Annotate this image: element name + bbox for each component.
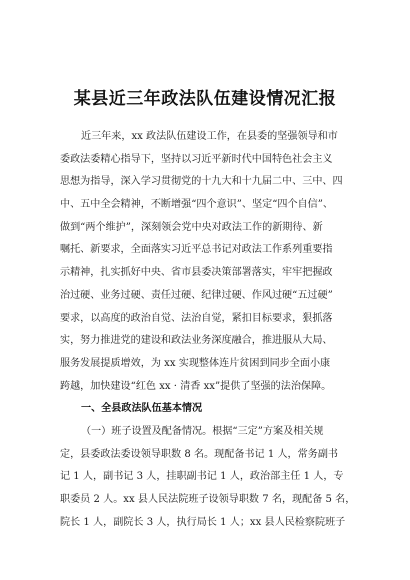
paragraph-line: 委政法委精心指导下，坚持以习近平新时代中国特色社会主义 <box>60 153 333 165</box>
section-line: 记 1 人，副书记 3 人，挂职副书记 1 人，政治部主任 1 人，专 <box>60 471 344 483</box>
section-heading: 一、全县政法队伍基本情况 <box>81 403 203 415</box>
paragraph-line: 中、五中全会精神，不断增强“四个意识”、坚定“四个自信”、 <box>60 199 333 211</box>
section-line: （一）班子设置及配备情况。根据“三定”方案及相关规 <box>81 425 324 437</box>
paragraph-line: 做到“两个维护”，深刻领会党中央对政法工作的新期待、新 <box>60 221 323 233</box>
section-line: 院长 1 人，副院长 3 人，执行局长 1 人；xx 县人民检察院班子 <box>60 516 346 528</box>
paragraph-line: 嘱托、新要求，全面落实习近平总书记对政法工作系列重要指 <box>60 244 333 256</box>
paragraph-line: 跨越，加快建设“红色 xx · 清香 xx”提供了坚强的法治保障。 <box>60 380 332 392</box>
paragraph-line: 要求，以高度的政治自觉、法治自觉，紧扣目标要求，狠抓落 <box>60 312 333 324</box>
paragraph-line: 服务发展提质增效，为 xx 实现整体连片贫困到同步全面小康 <box>60 357 331 369</box>
paragraph-line: 实，努力推进党的建设和政法业务深度融合，推进服从大局、 <box>60 335 333 347</box>
paragraph-line: 思想为指导，深入学习贯彻党的十九大和十九届二中、三中、四 <box>60 176 343 188</box>
document-title: 某县近三年政法队伍建设情况汇报 <box>73 89 337 109</box>
paragraph-line: 治过硬、业务过硬、责任过硬、纪律过硬、作风过硬“五过硬” <box>60 289 333 301</box>
paragraph-line: 近三年来，xx 政法队伍建设工作，在县委的坚强领导和市 <box>81 131 338 142</box>
paragraph-line: 示精神，扎实抓好中央、省市县委决策部署落实，牢牢把握政 <box>60 267 333 279</box>
section-line: 定，县委政法委设领导职数 8 名。现配备书记 1 人，常务副书 <box>60 448 339 460</box>
document-body <box>60 126 360 534</box>
section-line: 职委员 2 人。xx 县人民法院班子设领导职数 7 名，现配备 5 名， <box>60 494 356 505</box>
